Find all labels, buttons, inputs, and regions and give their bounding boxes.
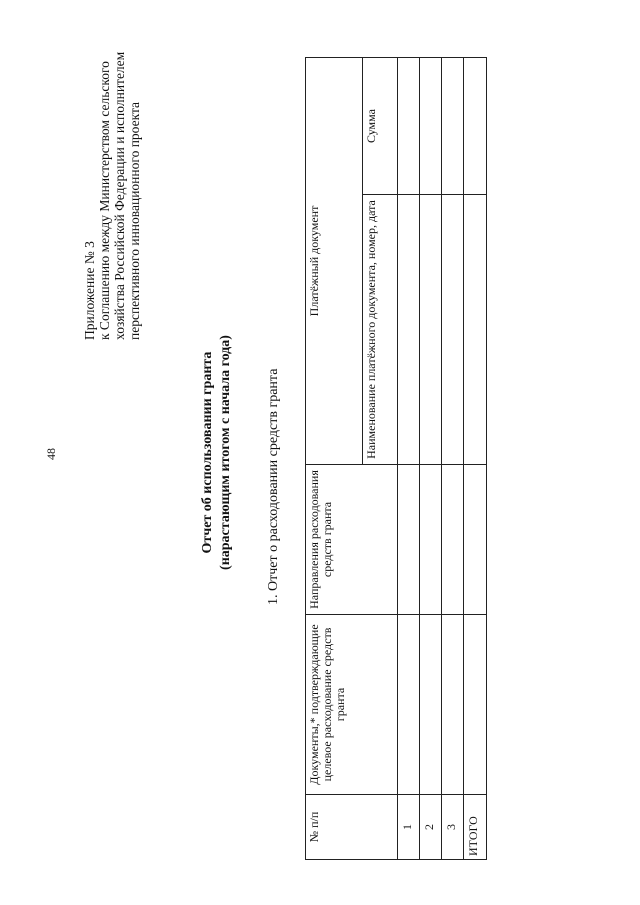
cell xyxy=(442,615,464,795)
row-number: 2 xyxy=(420,795,442,860)
cell xyxy=(464,465,487,615)
cell xyxy=(464,195,487,465)
section-heading: 1. Отчет о расходовании средств гранта xyxy=(266,368,281,605)
cell xyxy=(420,615,442,795)
cell xyxy=(398,615,420,795)
row-number: 1 xyxy=(398,795,420,860)
header-doc-name: Наименование платёжного документа, номер, дата xyxy=(363,195,398,465)
cell xyxy=(442,465,464,615)
table-row xyxy=(398,57,420,859)
appendix-header xyxy=(82,40,142,340)
appendix-line: перспективного инновационного проекта xyxy=(127,101,142,340)
row-number: 3 xyxy=(442,795,464,860)
cell xyxy=(398,195,420,465)
cell xyxy=(464,57,487,194)
report-subtitle: (нарастающим итогом с начала года) xyxy=(218,335,233,570)
page-number: 48 xyxy=(44,448,58,460)
cell xyxy=(398,465,420,615)
cell xyxy=(442,57,464,194)
cell xyxy=(464,615,487,795)
header-direction: Направления расходования средств гранта xyxy=(306,465,398,615)
header-sum: Сумма xyxy=(363,57,398,194)
table-row xyxy=(442,57,464,859)
cell xyxy=(398,57,420,194)
appendix-line: к Соглашению между Министерством сельского xyxy=(97,61,112,340)
table-row xyxy=(420,57,442,859)
cell xyxy=(442,195,464,465)
header-payment-doc: Платёжный документ xyxy=(306,57,363,464)
header-num: № п/п xyxy=(306,795,398,860)
cell xyxy=(420,465,442,615)
table-header-row xyxy=(306,57,363,859)
cell xyxy=(420,195,442,465)
appendix-line: Приложение № 3 xyxy=(82,241,97,340)
grant-expense-table xyxy=(305,57,487,860)
cell xyxy=(420,57,442,194)
total-label: ИТОГО xyxy=(464,795,487,860)
header-docs: Документы,* подтверждающие целевое расходование средств гранта xyxy=(306,615,398,795)
total-row xyxy=(464,57,487,859)
appendix-line: хозяйства Российской Федерации и исполнителем xyxy=(112,51,127,340)
report-title: Отчет об использовании гранта xyxy=(200,351,215,554)
